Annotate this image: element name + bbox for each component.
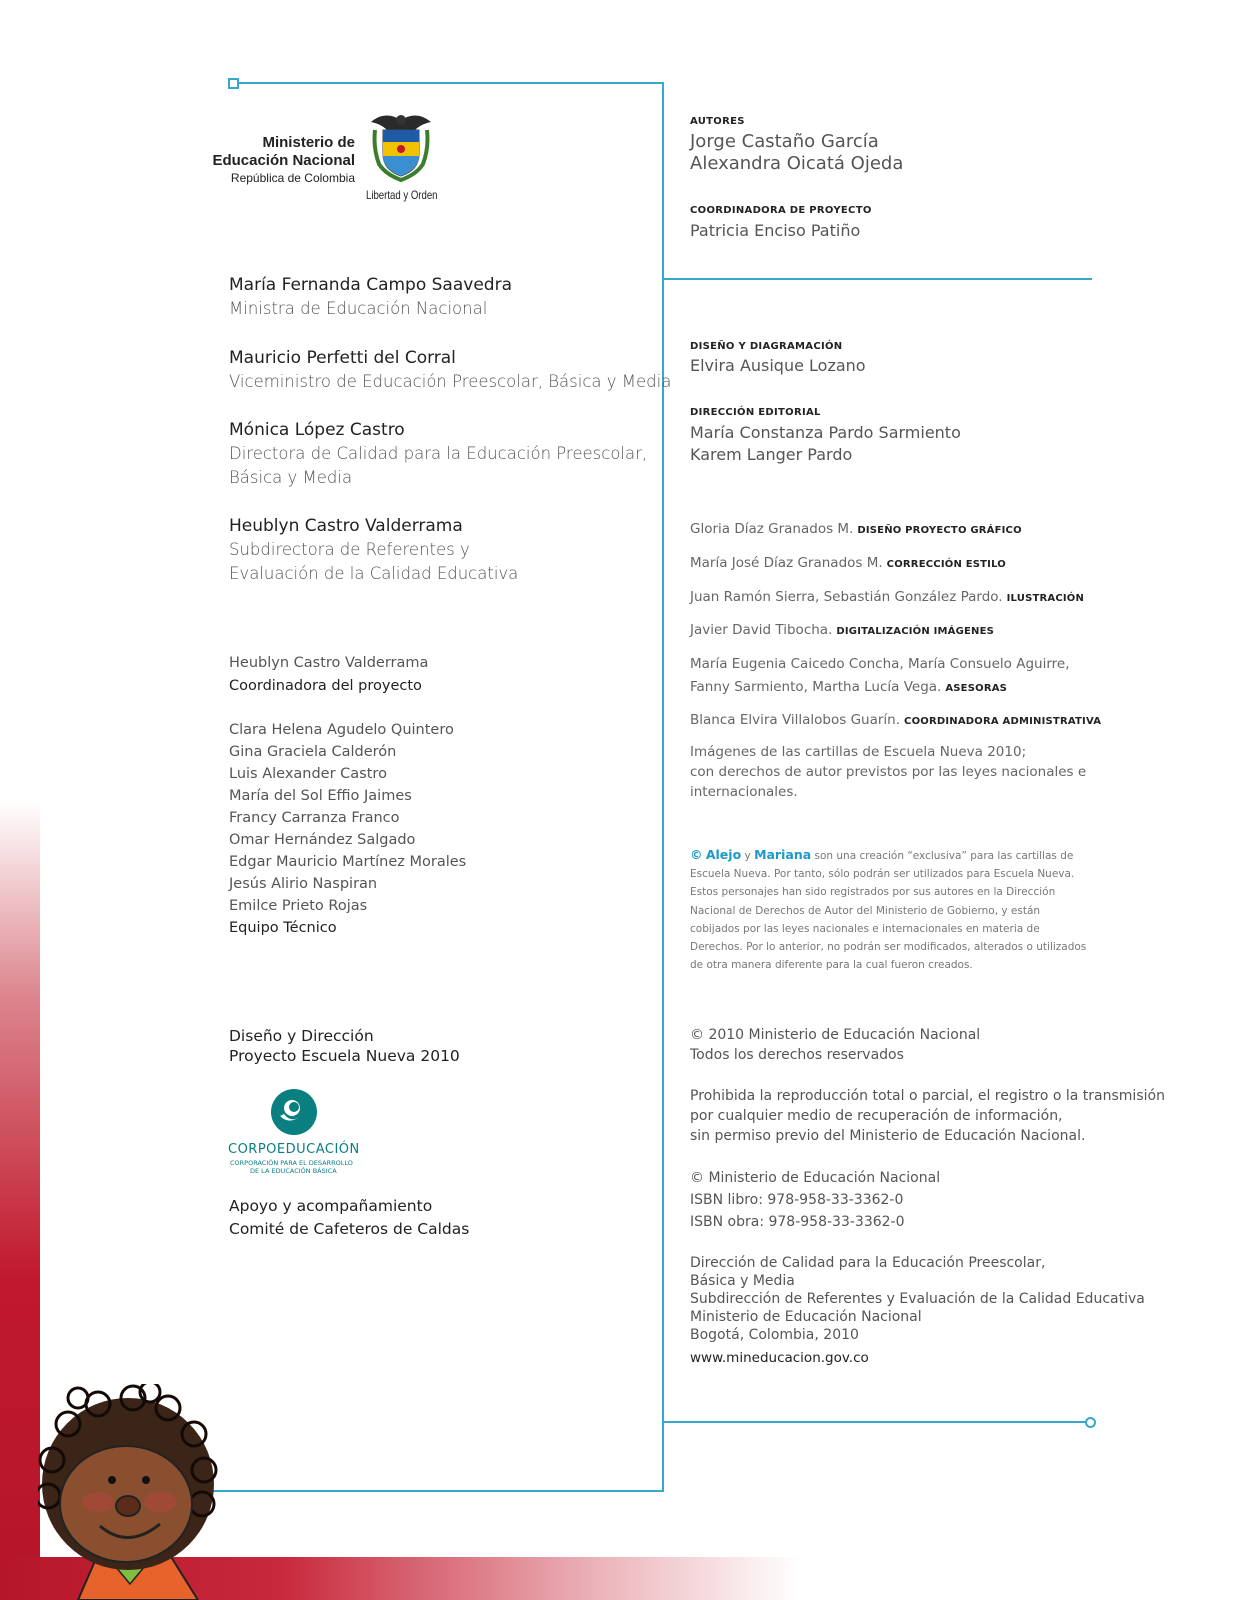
editorial-name: Karem Langer Pardo xyxy=(690,445,853,464)
isbn-line: ISBN obra: 978-958-33-3362-0 xyxy=(690,1214,905,1230)
project-coordinator-name: Patricia Enciso Patiño xyxy=(690,221,861,240)
official-name: Heublyn Castro Valderrama xyxy=(229,516,463,536)
credit-line: Blanca Elvira Villalobos Guarín. COORDINADORA ADMINISTRATIVA xyxy=(690,712,1102,728)
prohibition-line: por cualquier medio de recuperación de información, xyxy=(690,1108,1063,1124)
address-line: Básica y Media xyxy=(690,1273,795,1289)
corpoeducacion-subtitle: CORPORACIÓN PARA EL DESARROLLO xyxy=(230,1159,353,1167)
official-role: Evaluación de la Calidad Educativa xyxy=(229,564,519,583)
credit-line: Gloria Díaz Granados M. DISEÑO PROYECTO GRÁFICO xyxy=(690,521,1022,537)
ministry-logo xyxy=(200,108,445,208)
website-link[interactable]: www.mineducacion.gov.co xyxy=(690,1350,869,1366)
official-name: María Fernanda Campo Saavedra xyxy=(229,275,512,295)
credit-line: María Eugenia Caicedo Concha, María Consuelo Aguirre, xyxy=(690,656,1070,672)
address-line: Dirección de Calidad para la Educación Preescolar, xyxy=(690,1255,1046,1271)
coordinator-name: Heublyn Castro Valderrama xyxy=(229,655,429,671)
credit-line: María José Díaz Granados M. CORRECCIÓN ESTILO xyxy=(690,555,1006,571)
editorial-name: María Constanza Pardo Sarmiento xyxy=(690,423,961,442)
team-member: Gina Graciela Calderón xyxy=(229,744,397,760)
frame-vertical-line xyxy=(662,82,664,1492)
official-name: Mónica López Castro xyxy=(229,420,405,440)
frame-right-top-line xyxy=(662,278,1092,280)
copyright-line: © 2010 Ministerio de Educación Nacional xyxy=(690,1027,981,1043)
address-line: Bogotá, Colombia, 2010 xyxy=(690,1327,859,1343)
corpoeducacion-subtitle: DE LA EDUCACIÓN BÁSICA xyxy=(250,1167,337,1175)
prohibition-line: sin permiso previo del Ministerio de Educación Nacional. xyxy=(690,1128,1086,1144)
ministry-motto: Libertad y Orden xyxy=(366,188,438,202)
team-member: Emilce Prieto Rojas xyxy=(229,898,368,914)
ministry-logo-line1: Ministerio de xyxy=(262,134,355,151)
images-note-line: internacionales. xyxy=(690,784,798,800)
team-member: Omar Hernández Salgado xyxy=(229,832,416,848)
team-member: María del Sol Effio Jaimes xyxy=(229,788,412,804)
official-role: Ministra de Educación Nacional xyxy=(229,299,488,318)
prohibition-line: Prohibida la reproducción total o parcial, el registro o la transmisión xyxy=(690,1088,1165,1104)
official-role: Directora de Calidad para la Educación Preescolar, xyxy=(229,444,648,463)
design-direction-line: Proyecto Escuela Nueva 2010 xyxy=(229,1047,460,1065)
address-line: Subdirección de Referentes y Evaluación de la Calidad Educativa xyxy=(690,1291,1145,1307)
corpoeducacion-icon xyxy=(228,1088,378,1142)
frame-circle-marker xyxy=(1085,1417,1096,1428)
author-name: Jorge Castaño García xyxy=(690,131,879,152)
project-coordinator-heading: COORDINADORA DE PROYECTO xyxy=(690,205,872,216)
frame-right-bottom-line xyxy=(662,1421,1087,1423)
credit-line: Juan Ramón Sierra, Sebastián González Pardo. ILUSTRACIÓN xyxy=(690,589,1085,605)
frame-bottom-line xyxy=(190,1490,664,1492)
support-line: Comité de Cafeteros de Caldas xyxy=(229,1220,470,1238)
coordinator-role: Coordinadora del proyecto xyxy=(229,678,422,694)
team-member: Edgar Mauricio Martínez Morales xyxy=(229,854,467,870)
editorial-heading: DIRECCIÓN EDITORIAL xyxy=(690,407,821,418)
team-member: Francy Carranza Franco xyxy=(229,810,400,826)
isbn-line: © Ministerio de Educación Nacional xyxy=(690,1170,941,1186)
ministry-logo-line3: República de Colombia xyxy=(230,171,355,185)
layout-design-heading: DISEÑO Y DIAGRAMACIÓN xyxy=(690,341,843,352)
official-name: Mauricio Perfetti del Corral xyxy=(229,348,456,368)
credit-line: Javier David Tibocha. DIGITALIZACIÓN IMÁGENES xyxy=(690,622,995,638)
layout-design-name: Elvira Ausique Lozano xyxy=(690,356,866,375)
isbn-line: ISBN libro: 978-958-33-3362-0 xyxy=(690,1192,904,1208)
left-red-gradient xyxy=(0,800,40,1600)
corpoeducacion-name: CORPOEDUCACIÓN xyxy=(228,1142,360,1157)
design-direction-line: Diseño y Dirección xyxy=(229,1027,374,1045)
corpoeducacion-logo xyxy=(228,1088,378,1176)
address-line: Ministerio de Educación Nacional xyxy=(690,1309,922,1325)
team-member: Jesús Alirio Naspiran xyxy=(229,876,378,892)
frame-square-marker xyxy=(228,78,239,89)
team-label: Equipo Técnico xyxy=(229,920,337,936)
coat-of-arms-icon xyxy=(365,108,437,188)
authors-heading: AUTORES xyxy=(690,116,745,127)
official-role: Viceministro de Educación Preescolar, Básica y Media xyxy=(229,372,672,391)
copyright-line: Todos los derechos reservados xyxy=(690,1047,904,1063)
images-note-line: Imágenes de las cartillas de Escuela Nueva 2010; xyxy=(690,744,1027,760)
author-name: Alexandra Oicatá Ojeda xyxy=(690,153,904,174)
official-role: Básica y Media xyxy=(229,468,353,487)
team-member: Luis Alexander Castro xyxy=(229,766,387,782)
official-role: Subdirectora de Referentes y xyxy=(229,540,470,559)
support-line: Apoyo y acompañamiento xyxy=(229,1197,433,1215)
credit-line: Fanny Sarmiento, Martha Lucía Vega. ASESORAS xyxy=(690,679,1008,695)
characters-note: © Alejo y Mariana son una creación “exclusiva” para las cartillas de Escuela Nueva. Por tanto, sólo podrán ser utilizados para Escuela Nueva. Estos personajes han sido registrados por sus autores en la Dirección Nacional de Derechos de Autor del Ministerio de Gobierno, y están cobijados por las leyes nacionales e internacionales en materia de Derechos. Por lo anterior, no podrán ser modificados, alterados o utilizados de otra manera diferente para la cual fueron creados. xyxy=(690,847,1087,972)
frame-top-line xyxy=(232,82,664,84)
ministry-logo-line2: Educación Nacional xyxy=(212,152,355,169)
images-note-line: con derechos de autor previstos por las leyes nacionales e xyxy=(690,764,1087,780)
child-illustration xyxy=(38,1384,218,1600)
team-member: Clara Helena Agudelo Quintero xyxy=(229,722,454,738)
